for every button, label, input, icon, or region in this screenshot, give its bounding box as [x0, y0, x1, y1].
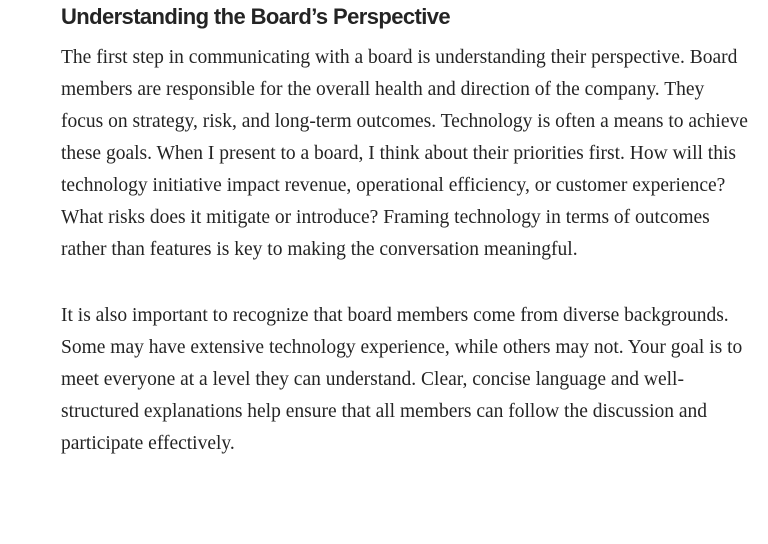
- section-heading: Understanding the Board’s Perspective: [61, 4, 450, 29]
- article-body: [61, 0, 751, 460]
- paragraph-diverse-backgrounds: It is also important to recognize that board members come from diverse backgrounds. Some may have extensive technology experience, while others may not. Your goal is to meet everyone at a level they can understand. Clear, concise language and well-structured explanations help ensure that all members can follow the discussion and participate effectively.: [61, 305, 743, 454]
- paragraph-board-perspective: The first step in communicating with a board is understanding their perspective. Board members are responsible for the overall health and direction of the company. They focus on strategy, risk, and long-term outcomes. Technology is often a means to achieve these goals. When I present to a board, I think about their priorities first. How will this technology initiative impact revenue, operational efficiency, or customer experience? What risks does it mitigate or introduce? Framing technology in terms of outcomes rather than features is key to making the conversation meaningful.: [61, 47, 748, 260]
